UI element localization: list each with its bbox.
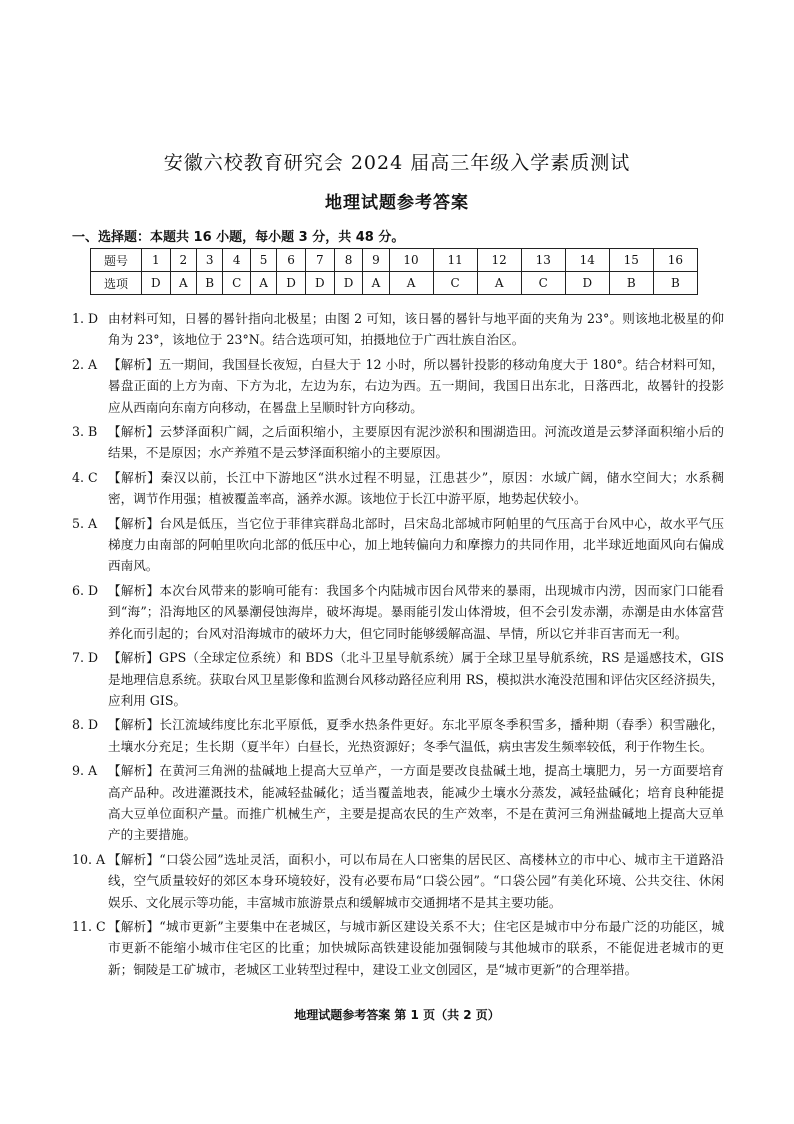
- answer-cell: C: [521, 272, 565, 295]
- answer-item-number: 7. D: [72, 650, 99, 666]
- question-number-cell: 9: [363, 249, 389, 272]
- answer-item-number: 1. D: [72, 311, 99, 326]
- answer-item-number: 8. D: [72, 717, 99, 733]
- question-number-cell: 7: [305, 249, 334, 272]
- question-number-cell: 10: [389, 249, 433, 272]
- document-title: 安徽六校教育研究会 2024 届高三年级入学素质测试: [163, 152, 631, 174]
- answer-item-text: 由材料可知，日晷的晷针指向北极星；由图 2 可知，该日晷的晷针与地平面的夹角为 23°。则该地北极星的仰角为 23°，该地位于 23°N。结合选项可知，拍摄地位于广西壮族自治区。: [108, 311, 724, 348]
- answer-cell: B: [609, 272, 653, 295]
- answer-item-text: 【解析】“口袋公园”选址灵活，面积小，可以布局在人口密集的居民区、高楼林立的市中心、城市主干道路沿线，空气质量较好的郊区本身环境较好，没有必要布局“口袋公园”。“口袋公园”有美化环境、公共交往、休闲娱乐、文化展示等功能，丰富城市旅游景点和缓解城市交通拥堵不是其主要功能。: [108, 851, 724, 910]
- answer-item-text: 【解析】五一期间，我国昼长夜短，白昼大于 12 小时，所以晷针投影的移动角度大于 180°。结合材料可知，晷盘正面的上方为南、下方为北，左边为东，右边为西。五一期间，我国日出东北，日落西北，故晷针的投影应从西南向东南方向移动，在晷盘上呈顺时针方向移动。: [108, 356, 724, 415]
- answer-table-header-label: 题号: [91, 249, 142, 272]
- question-number-cell: 4: [223, 249, 251, 272]
- answer-cell: C: [223, 272, 251, 295]
- answer-cell: A: [251, 272, 277, 295]
- answer-cell: B: [196, 272, 223, 295]
- question-number-cell: 16: [653, 249, 697, 272]
- question-number-cell: 2: [170, 249, 196, 272]
- question-number-cell: 8: [334, 249, 363, 272]
- answer-item-number: 3. B: [72, 424, 98, 440]
- answer-item-number: 10. A: [72, 851, 106, 867]
- answer-item-text: 【解析】秦汉以前，长江中下游地区“洪水过程不明显，江患甚少”，原因：水域广阔，储水空间大；水系稠密，调节作用强；植被覆盖率高，涵养水源。该地位于长江中游平原，地势起伏较小。: [108, 469, 724, 507]
- answer-table: [90, 248, 698, 295]
- answer-item: [72, 513, 724, 577]
- question-number-cell: 3: [196, 249, 223, 272]
- answer-cell: D: [277, 272, 306, 295]
- answer-item: [72, 849, 724, 913]
- page-footer: 地理试题参考答案 第 1 页（共 2 页）: [294, 1008, 500, 1022]
- answer-table-number-row: [91, 249, 698, 272]
- question-number-cell: 13: [521, 249, 565, 272]
- answer-item: [72, 916, 724, 980]
- answer-item-number: 2. A: [72, 356, 98, 372]
- answer-cell: D: [142, 272, 171, 295]
- answer-item-number: 9. A: [72, 763, 98, 779]
- answer-item: [72, 580, 724, 644]
- answer-cell: A: [477, 272, 521, 295]
- question-number-cell: 6: [277, 249, 306, 272]
- answer-item-text: 【解析】长江流域纬度比东北平原低，夏季水热条件更好。东北平原冬季积雪多，播种期（春季）积雪融化，土壤水分充足；生长期（夏半年）白昼长，光热资源好；冬季气温低，病虫害发生频率较低，利于作物生长。: [108, 717, 724, 754]
- answer-item-text: 【解析】云梦泽面积广阔，之后面积缩小，主要原因有泥沙淤积和围湖造田。河流改道是云梦泽面积缩小后的结果，不是原因；水产养殖不是云梦泽面积缩小的主要原因。: [108, 424, 724, 461]
- answer-cell: D: [305, 272, 334, 295]
- question-number-cell: 11: [433, 249, 477, 272]
- question-number-cell: 15: [609, 249, 653, 272]
- question-number-cell: 1: [142, 249, 171, 272]
- answer-cell: D: [565, 272, 609, 295]
- answer-item: [72, 647, 724, 711]
- answer-item-number: 5. A: [72, 515, 98, 531]
- question-number-cell: 12: [477, 249, 521, 272]
- answer-cell: A: [170, 272, 196, 295]
- answer-table-answer-row: [91, 272, 698, 295]
- answer-item-text: 【解析】台风是低压，当它位于菲律宾群岛北部时，吕宋岛北部城市阿帕里的气压高于台风中心，故水平气压梯度力由南部的阿帕里吹向北部的低压中心，加上地转偏向力和摩擦力的共同作用，北半球近地面风向右偏成西南风。: [108, 515, 724, 574]
- answer-item: [72, 354, 724, 418]
- answer-item-text: 【解析】“城市更新”主要集中在老城区，与城市新区建设关系不大；住宅区是城市中分布最广泛的功能区，城市更新不能缩小城市住宅区的比重；加快城际高铁建设能加强铜陵与其他城市的联系，不能促进老城市的更新；铜陵是工矿城市，老城区工业转型过程中，建设工业文创园区，是“城市更新”的合理举措。: [108, 918, 724, 977]
- answer-cell: A: [389, 272, 433, 295]
- answer-item-number: 6. D: [72, 582, 99, 598]
- question-number-cell: 14: [565, 249, 609, 272]
- question-number-cell: 5: [251, 249, 277, 272]
- answer-item-number: 11. C: [72, 918, 106, 934]
- answer-item-text: 【解析】GPS（全球定位系统）和 BDS（北斗卫星导航系统）属于全球卫星导航系统，RS 是遥感技术，GIS 是地理信息系统。获取台风卫星影像和监测台风移动路径应利用 RS，模拟洪水淹没范围和评估灾区经济损失，应利用 GIS。: [108, 650, 724, 708]
- answer-item-text: 【解析】在黄河三角洲的盐碱地上提高大豆单产，一方面是要改良盐碱土地，提高土壤肥力，另一方面要培育高产品种。改进灌溉技术，能减轻盐碱化；适当覆盖地表，能减少土壤水分蒸发，减轻盐碱化；培育良种能提高大豆单位面积产量。而推广机械生产，主要是提高农民的生产效率，不是在黄河三角洲盐碱地上提高大豆单产的主要措施。: [108, 763, 724, 843]
- answer-item-number: 4. C: [72, 469, 98, 485]
- answer-item-text: 【解析】本次台风带来的影响可能有：我国多个内陆城市因台风带来的暴雨，出现城市内涝，因而家门口能看到“海”；沿海地区的风暴潮侵蚀海岸，破坏海堤。暴雨能引发山体滑坡，但不会引发赤潮，赤潮是由水体富营养化而引起的；台风对沿海城市的破坏力大，但它同时能够缓解高温、旱情，所以它并非百害而无一利。: [108, 582, 724, 641]
- answer-cell: B: [653, 272, 697, 295]
- answer-table-answer-label: 选项: [91, 272, 142, 295]
- answer-explanations: [72, 308, 724, 983]
- answer-item: [72, 760, 724, 846]
- answer-item: [72, 308, 724, 351]
- answer-cell: A: [363, 272, 389, 295]
- answer-item: [72, 421, 724, 464]
- document-subtitle: 地理试题参考答案: [325, 193, 469, 213]
- answer-cell: D: [334, 272, 363, 295]
- answer-cell: C: [433, 272, 477, 295]
- answer-item: [72, 714, 724, 757]
- answer-item: [72, 467, 724, 510]
- section-heading: 一、选择题：本题共 16 小题，每小题 3 分，共 48 分。: [72, 230, 405, 245]
